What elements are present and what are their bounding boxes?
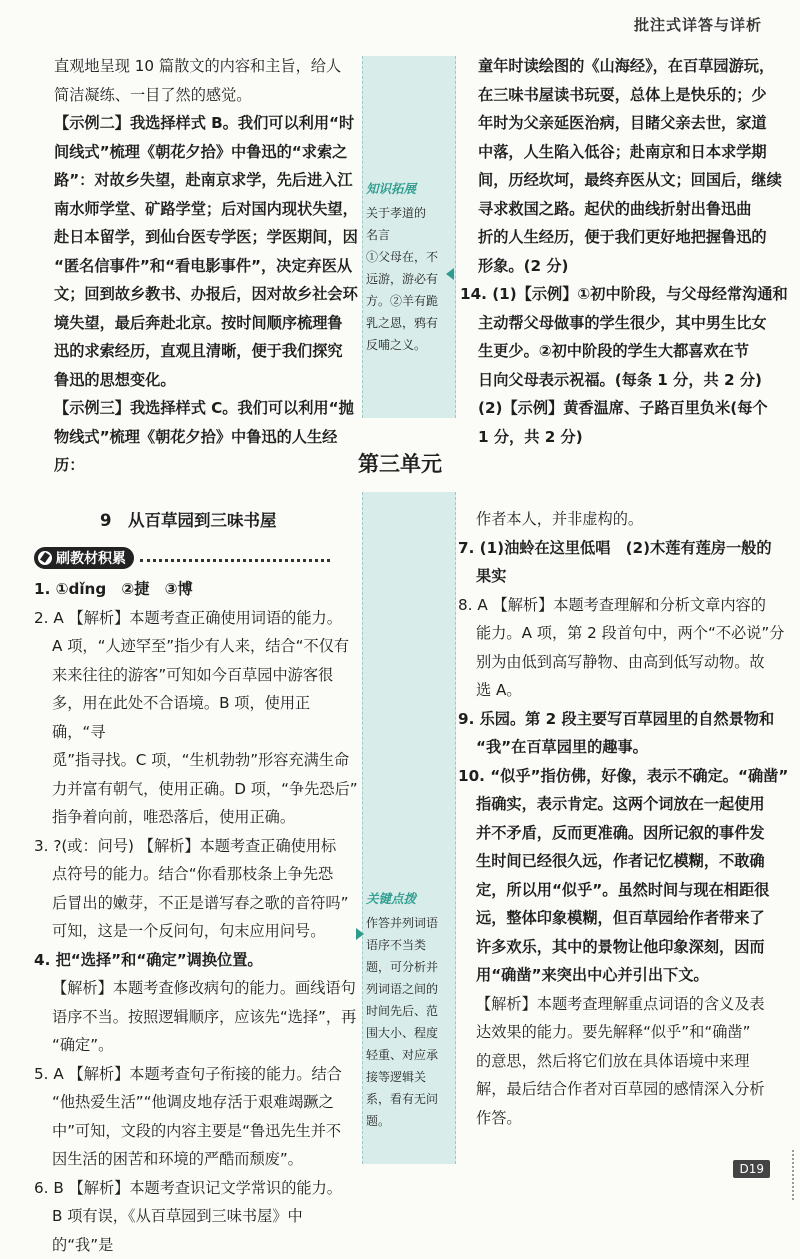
side-line: 题，可分析并 [366,960,439,974]
side-line: 时间先后、范 [366,1004,439,1018]
text-line: 能力。A 项，第 2 段首句中，两个“不必说”分 [476,624,785,642]
text-line: 简洁凝练、一目了然的感觉。 [54,85,252,104]
text-line: 因生活的困苦和环境的严酷而颓废”。 [52,1150,303,1168]
text-line: 觅”指寻找。C 项，“生机勃勃”形容充满生命 [52,751,350,769]
side-line: 轻重、对应承 [366,1048,439,1062]
text-line: “确定”。 [52,1036,114,1054]
text-line: 童年时读绘图的《山海经》，在百草园游玩， [478,57,775,75]
text-line: 鲁迅的思想变化。 [54,370,176,389]
key-tip-box [366,888,452,1132]
text-line: 形象。(2 分) [478,256,569,275]
badge-label: 刷教材积累 [56,551,126,567]
text-line: 文；回到故乡教书、办报后，因对故乡社会环 [54,285,358,303]
text-line: 果实 [476,567,507,585]
text-line: 【示例二】我选择样式 B。我们可以利用“时 [54,114,355,132]
text-line: (2)【示例】黄香温席、子路百里负米(每个 [478,399,768,417]
text-line: 【示例三】我选择样式 C。我们可以利用“抛 [54,399,354,417]
text-line: “我”在百草园里的趣事。 [476,738,648,756]
text-line: 迅的求索经历，直观且清晰，便于我们探究 [54,342,343,360]
text-line: 路”：对故乡失望，赴南京求学，先后进入江 [54,171,353,189]
bottom-right-column [458,505,792,1132]
text-line: 别为由低到高写静物、由高到低写动物。故 [476,652,765,671]
side-line: 名言 [366,228,391,242]
text-line: 1. ①dǐng ②捷 ③博 [34,580,193,598]
text-line: 来来往往的游客”可知如今百草园中游客很 [52,665,334,684]
text-line: 语序不当。按照逻辑顺序，应该先“选择”，再 [52,1007,357,1026]
text-line: 年时为父亲延医治病，目睹父亲去世，家道 [478,114,767,132]
side-line: 反哺之义。 [366,338,427,352]
text-line: 间线式”梳理《朝花夕拾》中鲁迅的“求索之 [54,142,348,161]
text-line: 物线式”梳理《朝花夕拾》中鲁迅的人生经历： [54,427,338,474]
top-right-column [460,52,790,451]
text-line: 生更少。②初中阶段的学生大都喜欢在节 [478,342,750,360]
text-line: 折的人生经历，便于我们更好地把握鲁迅的 [478,228,767,246]
text-line: 中”可知，文段的内容主要是“鲁迅先生并不 [52,1121,342,1140]
side-line: 题。 [366,1114,391,1128]
text-line: 可知，这是一个反问句，句末应用问号。 [52,922,326,940]
text-line: 10. “似乎”指仿佛，好像，表示不确定。“确凿” [458,766,789,785]
text-line: 主动帮父母做事的学生很少，其中男生比女 [478,313,767,332]
side-line: 远游，游必有 [366,272,439,286]
text-line: 作答。 [476,1108,522,1127]
top-left-column [54,52,360,480]
text-line: 的意思，然后将它们放在具体语境中来理 [476,1051,750,1070]
lesson-title: 9 从百草园到三味书屋 [100,511,277,530]
text-line: 间，历经坎坷，最终弃医从文；回国后，继续 [478,171,782,189]
text-line: 指争着向前，唯恐落后，使用正确。 [52,808,295,826]
text-line: A 项，“人迹罕至”指少有人来，结合“不仅有 [52,637,350,655]
text-line: 【解析】本题考查修改病句的能力。画线语句 [52,979,356,997]
section-badge [34,546,330,570]
text-line: 达效果的能力。要先解释“似乎”和“确凿” [476,1023,751,1041]
text-line: 许多欢乐，其中的景物让他印象深刻，因而 [476,937,765,956]
text-line: 定，所以用“似乎”。虽然时间与现在相距很 [476,880,770,899]
unit-title: 第三单元 [358,452,442,476]
pointer-arrow-icon [446,268,454,280]
side-line: 接等逻辑关 [366,1070,427,1084]
key-tip-title: 关键点拨 [366,891,417,906]
text-line: 3. ?(或：问号) 【解析】本题考查正确使用标 [34,836,337,855]
knowledge-extension-title: 知识拓展 [366,181,417,196]
text-line: 点符号的能力。结合“你看那枝条上争先恐 [52,865,334,883]
text-line: 生时间已经很久远，作者记忆模糊，不敢确 [476,852,765,870]
text-line: 南水师学堂、矿路学堂；后对国内现状失望， [54,199,358,218]
text-line: “他热爱生活”“他调皮地存活于艰难竭蹶之 [52,1093,334,1111]
pen-icon [38,551,52,565]
side-line: 方。②羊有跪 [366,294,439,308]
text-line: 日向父母表示祝福。(每条 1 分，共 2 分) [478,370,762,389]
page-header-title: 批注式详答与详析 [633,16,762,34]
text-line: 作者本人，并非虚构的。 [476,510,644,528]
page-corner-decoration [782,1150,794,1200]
side-line: 系，看有无问 [366,1092,439,1106]
text-line: 境失望，最后奔赴北京。按时间顺序梳理鲁 [54,313,343,332]
text-line: 后冒出的嫩芽，不正是谱写春之歌的音符吗” [52,893,349,912]
text-line: 选 A。 [476,681,522,699]
text-line: 5. A 【解析】本题考查句子衔接的能力。结合 [34,1064,342,1083]
side-line: 列词语之间的 [366,982,439,996]
text-line: 指确实，表示肯定。这两个词放在一起使用 [476,795,765,813]
text-line: B 项有误，《从百草园到三味书屋》中的“我”是 [52,1207,303,1254]
badge-pill [34,547,134,569]
text-line: 2. A 【解析】本题考查正确使用词语的能力。 [34,608,342,627]
text-line: 7. (1)油蛉在这里低唱 (2)木莲有莲房一般的 [458,538,772,557]
text-line: 远，整体印象模糊，但百草园给作者带来了 [476,909,765,927]
bottom-left-column [34,575,360,1259]
text-line: 8. A 【解析】本题考查理解和分析文章内容的 [458,595,766,614]
dotted-divider [140,559,330,562]
text-line: 力并富有朝气，使用正确。D 项，“争先恐后” [52,779,358,798]
side-line: 乳之恩，鸦有 [366,316,439,330]
text-line: 9. 乐园。第 2 段主要写百草园里的自然景物和 [458,709,775,728]
text-line: 1 分，共 2 分) [478,427,583,446]
page-number: D19 [733,1160,770,1178]
text-line: “匿名信事件”和“看电影事件”，决定弃医从 [54,256,353,275]
pointer-arrow-icon [356,928,364,940]
text-line: 直观地呈现 10 篇散文的内容和主旨，给人 [54,57,342,75]
text-line: 解，最后结合作者对百草园的感情深入分析 [476,1080,765,1098]
side-line: 作答并列词语 [366,916,439,930]
text-line: 赴日本留学，到仙台医专学医；学医期间，因 [54,228,358,246]
side-line: ①父母在，不 [366,250,439,264]
text-line: 【解析】本题考查理解重点词语的含义及表 [476,994,765,1013]
text-line: 用“确凿”来突出中心并引出下文。 [476,966,709,984]
text-line: 14. (1)【示例】①初中阶段，与父母经常沟通和 [460,285,788,303]
text-line: 寻求救国之路。起伏的曲线折射出鲁迅曲 [478,199,752,218]
text-line: 并不矛盾，反而更准确。因所记叙的事件发 [476,823,765,842]
text-line: 4. 把“选择”和“确定”调换位置。 [34,950,263,969]
text-line: 6. B 【解析】本题考查识记文学常识的能力。 [34,1178,342,1197]
side-line: 语序不当类 [366,938,427,952]
text-line: 中落，人生陷入低谷；赴南京和日本求学期 [478,142,767,161]
text-line: 多，用在此处不合语境。B 项，使用正确，“寻 [52,694,311,741]
side-line: 围大小、程度 [366,1026,439,1040]
knowledge-extension-box [366,178,452,356]
side-line: 关于孝道的 [366,206,427,220]
text-line: 在三味书屋读书玩耍，总体上是快乐的；少 [478,85,767,104]
